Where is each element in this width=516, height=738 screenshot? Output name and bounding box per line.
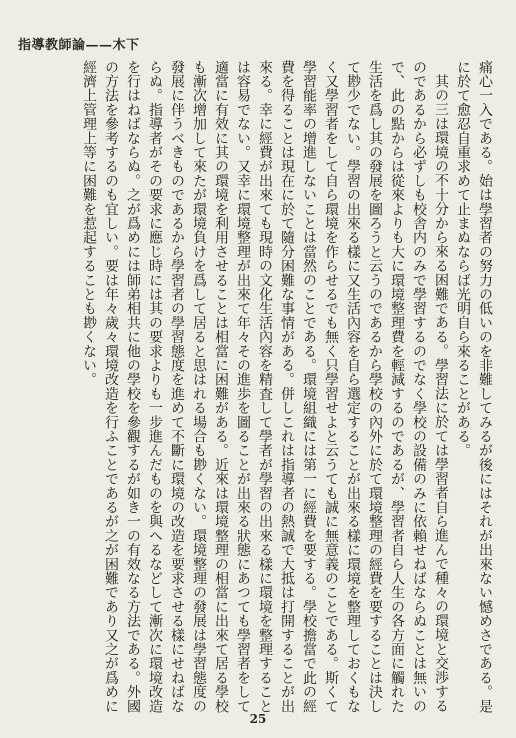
- body-text: [16, 60, 496, 720]
- running-head: 指導教師論——木下: [18, 38, 140, 53]
- paragraph: 痛心一入である。始は學習者の努力の低いのを非難してみるが後にはそれが出來ない憾めさである。是に於て愈忍自重求めて止まぬならば光明自ら來ることがある。: [455, 60, 493, 714]
- page-number: 25: [249, 712, 267, 726]
- paragraph: 其の三は環境の不十分から來る困難である。學習法に於ては學習者自ら進んで種々の環境と交渉するのであるから必ずしも校舎内のみで學習するのでなく學校の設備のみに依賴せねばならぬことは無いので、此の點からは從來よりも大に環境整理費を輕減するのであるが、學習者自ら人生の各方面に觸れた生活を爲し其の發展を圖ろうと云うのであるから學校の內外に於て環境整理の經費を要することは決して尠少でない。學習の出來る樣に又生活內容を自ら選定することが出來る樣に環境を整理しておくもなく又學習者をして自ら環境を作らせるでも無く只學習せよと云うても誠に無意義のことである。斯くて學習能率の增進しないことは當然のことである。環境組織には第一に經費を要する。學校擔當で此の經費を得ることは現在に於て隨分困難な事情がある。併しこれは指導者の熱誠で大抵は打開することが出來る。幸に經費が出來ても現時の文化生活內容を精査して學者が學習の出來る樣に環境を整理することは容易でない。又幸に環境整理が出來て年々その進歩を圖ることが出來る狀態にあつても學習者をして適當に有效に其の環境を利用させることは相當に困難がある。近來は環境整理の相當に出來て居る學校も漸次增加して來たが環境負けを爲して居ると思はれる場合も尠くない。環境整理の發展は學習態度の發展に伴うべきものであるから學習者の學習態度を進めて不斷に環境の改造を要求させる樣にせねばならぬ。指導者がその要求に應じ時には其の要求よりも一步進んだものを與へるなどして漸次に環境改造を行はねばならぬ。之が爲めには師弟相共に他の學校を參觀するが如き一の有效なる方法である。外國の方法を參考するのも宜しい。要は年々歲々環境改造を行ふことであるが之が困難であり又之が爲めに經濟上管理上等に困難を惹起することも尠くない。: [81, 60, 449, 714]
